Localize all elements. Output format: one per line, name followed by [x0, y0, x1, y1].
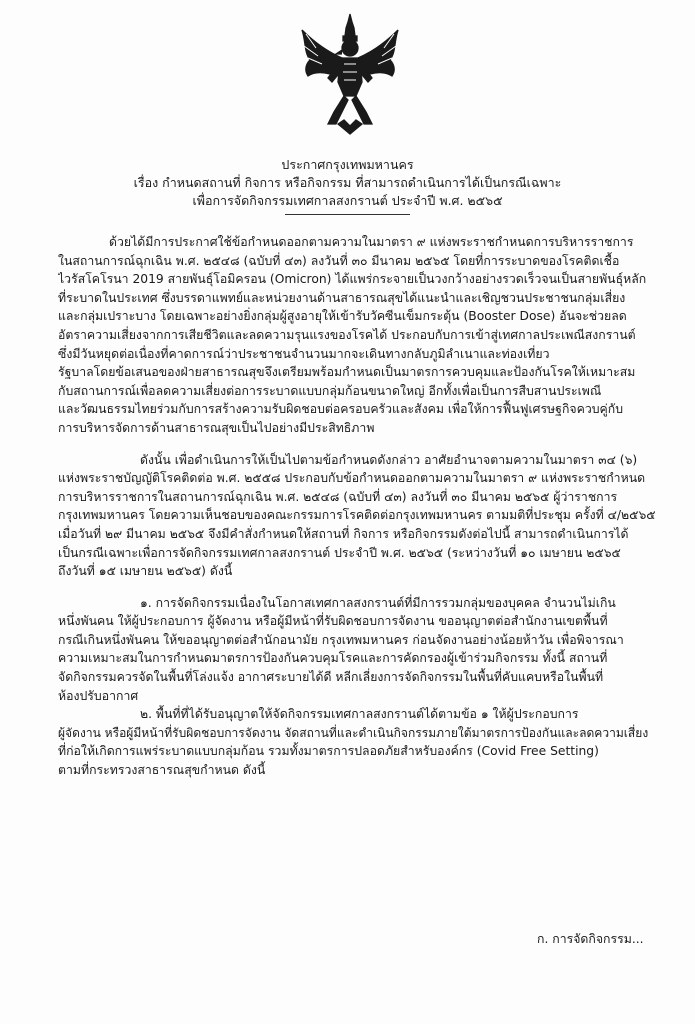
- text-line: ถึงวันที่ ๑๕ เมษายน ๒๕๖๕) ดังนี้: [58, 564, 233, 579]
- text-line: รัฐบาลโดยข้อเสนอของฝ่ายสาธารณสุขจึงเตรียมพร้อมกำหนดเป็นมาตรการควบคุมและป้องกันโรคให้เหมาะสม: [58, 365, 636, 380]
- text-line: อัตราความเสี่ยงจากการเสียชีวิตและลดความรุนแรงของโรคได้ ประกอบกับการเข้าสู่เทศกาลประเพณีสงกรานต์: [58, 327, 636, 342]
- text-line: เมื่อวันที่ ๒๙ มีนาคม ๒๕๖๕ จึงมีคำสั่งกำหนดให้สถานที่ กิจการ หรือกิจกรรมดังต่อไปนี้ สามารถดำเนินการได้: [58, 526, 629, 541]
- continuation-marker: ก. การจัดกิจกรรม...: [537, 932, 644, 946]
- text-line: และวัฒนธรรมไทยร่วมกับการสร้างความรับผิดชอบต่อครอบครัวและสังคม เพื่อให้การฟื้นฟูเศรษฐกิจควบคู่กับ: [58, 402, 624, 417]
- text-line: ไวรัสโคโรนา 2019 สายพันธุ์โอมิครอน (Omicron) ได้แพร่กระจายเป็นวงกว้างอย่างรวดเร็วจนเป็นสายพันธุ์หลัก: [58, 272, 647, 287]
- text-line: ด้วยได้มีการประกาศใช้ข้อกำหนดออกตามความในมาตรา ๙ แห่งพระราชกำหนดการบริหารราชการ: [109, 235, 634, 249]
- text-line: ที่ก่อให้เกิดการแพร่ระบาดแบบกลุ่มก้อน รวมทั้งมาตรการปลอดภัยสำหรับองค์กร (Covid Free Setting): [58, 744, 599, 759]
- clause-2: [58, 705, 658, 779]
- text-line: ซึ่งมีวันหยุดต่อเนื่องที่คาดการณ์ว่าประชาชนจำนวนมากจะเดินทางกลับภูมิลำเนาและท่องเที่ยว: [58, 346, 550, 361]
- announcement-issuer: ประกาศกรุงเทพมหานคร: [281, 157, 414, 172]
- text-line: ในสถานการณ์ฉุกเฉิน พ.ศ. ๒๕๔๘ (ฉบับที่ ๔๓) ลงวันที่ ๓๐ มีนาคม ๒๕๖๕ โดยที่การระบาดของโรคติดเชื้อ: [58, 253, 620, 268]
- text-line: แห่งพระราชบัญญัติโรคติดต่อ พ.ศ. ๒๕๕๘ ประกอบกับข้อกำหนดออกตามความในมาตรา ๙ แห่งพระราชกำหนด: [58, 471, 646, 486]
- text-line: กรณีเกินหนึ่งพันคน ให้ขออนุญาตต่อสำนักอนามัย กรุงเทพมหานคร ก่อนจัดงานอย่างน้อยห้าวัน เพื่อพิจารณา: [58, 632, 624, 647]
- header-divider: [285, 214, 410, 215]
- text-line: ห้องปรับอากาศ: [58, 688, 139, 703]
- text-line: และกลุ่มเปราะบาง โดยเฉพาะอย่างยิ่งกลุ่มผู้สูงอายุให้เข้ารับวัคซีนเข็มกระตุ้น (Booster Dose) อันจะช่วยลด: [58, 309, 627, 324]
- text-line: กับสถานการณ์เพื่อลดความเสี่ยงต่อการระบาดแบบกลุ่มก้อนขนาดใหญ่ อีกทั้งเพื่อเป็นการสืบสานประเพณี: [58, 383, 602, 398]
- garuda-emblem-icon: [298, 12, 402, 136]
- paragraph-rationale: [58, 233, 658, 438]
- announcement-subject-cont: เพื่อการจัดกิจกรรมเทศกาลสงกรานต์ ประจำปี พ.ศ. ๒๕๖๕: [192, 192, 503, 208]
- announcement-body: [58, 233, 658, 780]
- text-line: กรุงเทพมหานคร โดยความเห็นชอบของคณะกรรมการโรคติดต่อกรุงเทพมหานคร ตามมติที่ประชุม ครั้งที่ ๔/๒๕๖๕: [58, 508, 656, 523]
- text-line: ตามที่กระทรวงสาธารณสุขกำหนด ดังนี้: [58, 763, 266, 778]
- paragraph-order: [58, 451, 658, 581]
- text-line: ๑. การจัดกิจกรรมเนื่องในโอกาสเทศกาลสงกรานต์ที่มีการรวมกลุ่มของบุคคล จำนวนไม่เกิน: [140, 595, 616, 610]
- text-line: เป็นกรณีเฉพาะเพื่อการจัดกิจกรรมเทศกาลสงกรานต์ ประจำปี พ.ศ. ๒๕๖๕ (ระหว่างวันที่ ๑๐ เมษายน ๒๕๖๕: [58, 545, 621, 560]
- text-line: จัดกิจกรรมควรจัดในพื้นที่โล่งแจ้ง อากาศระบายได้ดี หลีกเลี่ยงการจัดกิจกรรมในพื้นที่คับแคบหรือในพื้นที่: [58, 670, 604, 685]
- text-line: การบริหารราชการในสถานการณ์ฉุกเฉิน พ.ศ. ๒๕๔๘ (ฉบับที่ ๔๓) ลงวันที่ ๓๐ มีนาคม ๒๕๖๕ ผู้ว่าราชการ: [58, 489, 618, 504]
- announcement-subject: เรื่อง กำหนดสถานที่ กิจการ หรือกิจกรรม ที่สามารถดำเนินการได้เป็นกรณีเฉพาะ: [133, 174, 562, 190]
- text-line: ความเหมาะสมในการกำหนดมาตรการป้องกันควบคุมโรคและการคัดกรองผู้เข้าร่วมกิจกรรม ทั้งนี้ สถานที่: [58, 651, 608, 666]
- text-line: ดังนั้น เพื่อดำเนินการให้เป็นไปตามข้อกำหนดดังกล่าว อาศัยอำนาจตามความในมาตรา ๓๔ (๖): [140, 452, 638, 467]
- announcement-header: [0, 156, 695, 209]
- text-line: การบริหารจัดการด้านสาธารณสุขเป็นไปอย่างมีประสิทธิภาพ: [58, 420, 375, 435]
- text-line: หนึ่งพันคน ให้ผู้ประกอบการ ผู้จัดงาน หรือผู้มีหน้าที่รับผิดชอบการจัดงาน ขออนุญาตต่อสำนักงานเขตพื้นที่: [58, 614, 608, 629]
- text-line: ๒. พื้นที่ที่ได้รับอนุญาตให้จัดกิจกรรมเทศกาลสงกรานต์ได้ตามข้อ ๑ ให้ผู้ประกอบการ: [140, 707, 579, 722]
- clause-1: [58, 594, 658, 706]
- text-line: ผู้จัดงาน หรือผู้มีหน้าที่รับผิดชอบการจัดงาน จัดสถานที่และดำเนินกิจกรรมภายใต้มาตรการป้องกันและลดความเสี่ยง: [58, 725, 649, 740]
- text-line: ที่ระบาดในประเทศ ซึ่งบรรดาแพทย์และหน่วยงานด้านสาธารณสุขได้แนะนำและเชิญชวนประชาชนกลุ่มเสี่ยง: [58, 290, 626, 305]
